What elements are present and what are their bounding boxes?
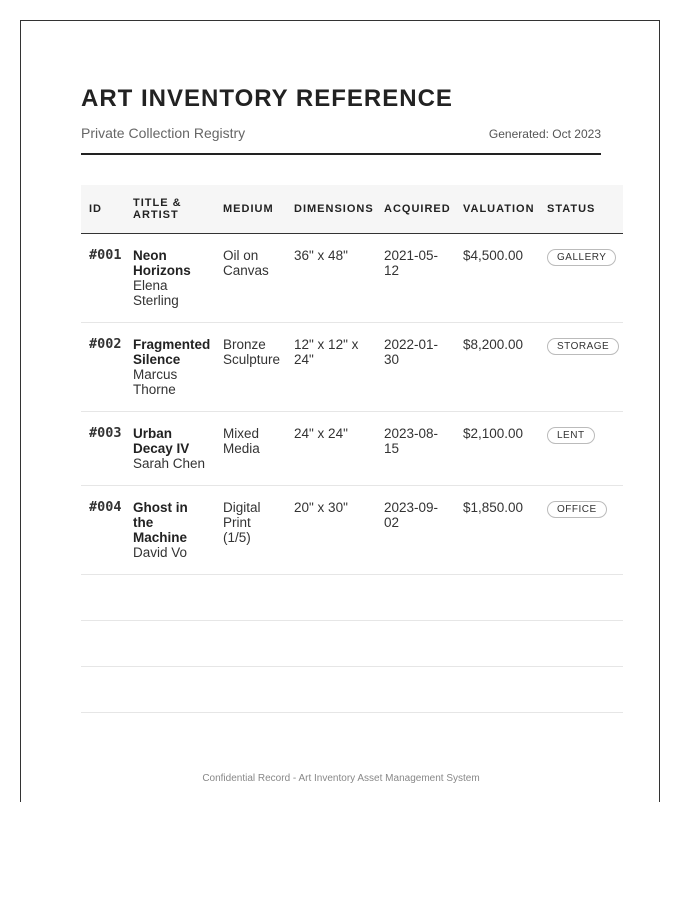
row-valuation: $8,200.00 [455, 323, 539, 412]
column-header-dimensions: DIMENSIONS [286, 185, 376, 234]
row-status [539, 412, 623, 486]
row-acquired: 2022-01-30 [376, 323, 455, 412]
document-footer: Confidential Record - Art Inventory Asset Management System [202, 773, 480, 784]
row-dimensions: 36" x 48" [286, 234, 376, 323]
empty-cell [81, 667, 623, 713]
header-subrow [81, 125, 601, 145]
header-divider [81, 153, 601, 155]
row-id: #004 [81, 486, 125, 575]
table-header-row [81, 185, 623, 234]
generated-date: Generated: Oct 2023 [488, 127, 601, 141]
artwork-title: Neon Horizons [133, 248, 191, 278]
artwork-title: Ghost in the Machine [133, 500, 188, 545]
row-valuation: $2,100.00 [455, 412, 539, 486]
row-title-artist [125, 486, 215, 575]
table-row [81, 412, 623, 486]
row-acquired: 2023-08-15 [376, 412, 455, 486]
row-valuation: $4,500.00 [455, 234, 539, 323]
empty-cell [81, 621, 623, 667]
status-badge: STORAGE [547, 338, 619, 355]
row-status [539, 486, 623, 575]
row-dimensions: 24" x 24" [286, 412, 376, 486]
artwork-title: Fragmented Silence [133, 337, 211, 367]
table-row [81, 323, 623, 412]
page-subtitle: Private Collection Registry [81, 125, 246, 141]
status-badge: GALLERY [547, 249, 616, 266]
table-row [81, 234, 623, 323]
row-title-artist [125, 323, 215, 412]
document-header [81, 85, 601, 145]
row-valuation: $1,850.00 [455, 486, 539, 575]
artist-name: Sarah Chen [133, 456, 206, 471]
row-id: #003 [81, 412, 125, 486]
row-title-artist [125, 234, 215, 323]
column-header-status: STATUS [539, 185, 623, 234]
row-status [539, 323, 623, 412]
row-acquired: 2023-09-02 [376, 486, 455, 575]
row-id: #001 [81, 234, 125, 323]
empty-cell [81, 575, 623, 621]
row-id: #002 [81, 323, 125, 412]
empty-table-row [81, 667, 623, 713]
row-status [539, 234, 623, 323]
column-header-medium: MEDIUM [215, 185, 286, 234]
row-dimensions: 12" x 12" x 24" [286, 323, 376, 412]
empty-table-row [81, 621, 623, 667]
row-dimensions: 20" x 30" [286, 486, 376, 575]
column-header-title-artist: TITLE & ARTIST [125, 185, 215, 234]
row-title-artist [125, 412, 215, 486]
artist-name: Elena Sterling [133, 278, 179, 308]
row-medium: Mixed Media [215, 412, 286, 486]
empty-table-row [81, 575, 623, 621]
row-medium: Digital Print (1/5) [215, 486, 286, 575]
column-header-acquired: ACQUIRED [376, 185, 455, 234]
column-header-id: ID [81, 185, 125, 234]
table-row [81, 486, 623, 575]
inventory-table [81, 185, 623, 713]
artwork-title: Urban Decay IV [133, 426, 190, 456]
row-acquired: 2021-05-12 [376, 234, 455, 323]
status-badge: LENT [547, 427, 595, 444]
column-header-valuation: VALUATION [455, 185, 539, 234]
artist-name: David Vo [133, 545, 188, 560]
artist-name: Marcus Thorne [133, 367, 178, 397]
status-badge: OFFICE [547, 501, 607, 518]
row-medium: Oil on Canvas [215, 234, 286, 323]
row-medium: Bronze Sculpture [215, 323, 286, 412]
document-page [20, 20, 660, 802]
page-title: ART INVENTORY REFERENCE [81, 85, 453, 112]
